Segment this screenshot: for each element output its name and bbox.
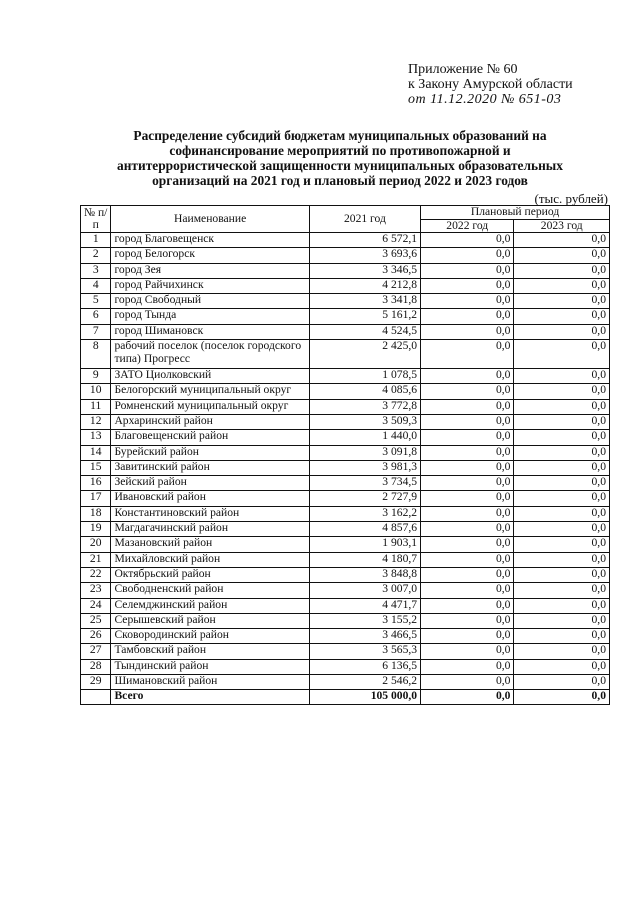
row-2021: 4 085,6	[309, 384, 420, 399]
row-2023: 0,0	[514, 263, 610, 278]
total-num-blank	[81, 690, 111, 705]
total-label: Всего	[111, 690, 309, 705]
row-2022: 0,0	[421, 476, 514, 491]
row-2022: 0,0	[421, 430, 514, 445]
row-2023: 0,0	[514, 278, 610, 293]
table-row	[81, 294, 610, 309]
row-2023: 0,0	[514, 324, 610, 339]
row-name: Зейский район	[111, 476, 309, 491]
row-2021: 6 572,1	[309, 233, 420, 248]
row-2023: 0,0	[514, 659, 610, 674]
row-number: 13	[81, 430, 111, 445]
row-2021: 6 136,5	[309, 659, 420, 674]
row-name: рабочий поселок (поселок городского типа) Прогресс	[111, 340, 309, 369]
table-row	[81, 430, 610, 445]
row-number: 28	[81, 659, 111, 674]
row-number: 1	[81, 233, 111, 248]
row-number: 27	[81, 644, 111, 659]
row-2023: 0,0	[514, 294, 610, 309]
row-name: город Белогорск	[111, 248, 309, 263]
row-name: Константиновский район	[111, 506, 309, 521]
row-2021: 3 693,6	[309, 248, 420, 263]
row-name: Серышевский район	[111, 613, 309, 628]
total-2023: 0,0	[514, 690, 610, 705]
row-2022: 0,0	[421, 506, 514, 521]
table-row	[81, 248, 610, 263]
row-2023: 0,0	[514, 233, 610, 248]
row-2021: 3 007,0	[309, 583, 420, 598]
row-2021: 1 903,1	[309, 537, 420, 552]
row-2023: 0,0	[514, 445, 610, 460]
header-num: № п/п	[81, 206, 111, 233]
row-2022: 0,0	[421, 278, 514, 293]
row-number: 6	[81, 309, 111, 324]
row-2023: 0,0	[514, 644, 610, 659]
title-line-4: организаций на 2021 год и плановый период 2022 и 2023 годов	[152, 173, 528, 188]
row-2022: 0,0	[421, 567, 514, 582]
row-number: 23	[81, 583, 111, 598]
title-line-3: антитеррористической защищенности муниципальных образовательных	[117, 158, 563, 173]
row-2023: 0,0	[514, 430, 610, 445]
row-name: Мазановский район	[111, 537, 309, 552]
appendix-block	[408, 62, 608, 107]
row-2023: 0,0	[514, 399, 610, 414]
row-2021: 2 546,2	[309, 675, 420, 690]
row-2022: 0,0	[421, 659, 514, 674]
document-title	[70, 128, 610, 188]
table-row	[81, 506, 610, 521]
row-2023: 0,0	[514, 567, 610, 582]
row-2021: 3 346,5	[309, 263, 420, 278]
table-row	[81, 414, 610, 429]
table-row	[81, 384, 610, 399]
row-2021: 3 509,3	[309, 414, 420, 429]
row-number: 2	[81, 248, 111, 263]
row-2023: 0,0	[514, 309, 610, 324]
row-name: город Шимановск	[111, 324, 309, 339]
row-name: Октябрьский район	[111, 567, 309, 582]
total-2021: 105 000,0	[309, 690, 420, 705]
row-number: 29	[81, 675, 111, 690]
table-row	[81, 613, 610, 628]
header-name: Наименование	[111, 206, 309, 233]
row-number: 18	[81, 506, 111, 521]
row-2023: 0,0	[514, 491, 610, 506]
row-2021: 4 212,8	[309, 278, 420, 293]
table-row	[81, 491, 610, 506]
total-row	[81, 690, 610, 705]
row-2022: 0,0	[421, 369, 514, 384]
title-line-2: софинансирование мероприятий по противопожарной и	[169, 143, 511, 158]
row-2022: 0,0	[421, 460, 514, 475]
row-number: 11	[81, 399, 111, 414]
row-2022: 0,0	[421, 491, 514, 506]
row-2021: 3 162,2	[309, 506, 420, 521]
row-name: Шимановский район	[111, 675, 309, 690]
row-number: 16	[81, 476, 111, 491]
row-number: 20	[81, 537, 111, 552]
row-2022: 0,0	[421, 598, 514, 613]
row-2022: 0,0	[421, 414, 514, 429]
table-row	[81, 675, 610, 690]
row-2023: 0,0	[514, 537, 610, 552]
row-2022: 0,0	[421, 675, 514, 690]
row-name: город Райчихинск	[111, 278, 309, 293]
row-2021: 3 155,2	[309, 613, 420, 628]
row-2021: 3 734,5	[309, 476, 420, 491]
row-2021: 5 161,2	[309, 309, 420, 324]
row-name: город Свободный	[111, 294, 309, 309]
row-2022: 0,0	[421, 233, 514, 248]
row-number: 5	[81, 294, 111, 309]
appendix-number: Приложение № 60	[408, 62, 518, 77]
table-row	[81, 537, 610, 552]
row-2021: 3 981,3	[309, 460, 420, 475]
row-2022: 0,0	[421, 552, 514, 567]
units-label: (тыс. рублей)	[534, 191, 608, 206]
row-2022: 0,0	[421, 445, 514, 460]
table-row	[81, 278, 610, 293]
table-row	[81, 567, 610, 582]
row-2021: 4 524,5	[309, 324, 420, 339]
row-name: Ивановский район	[111, 491, 309, 506]
row-2022: 0,0	[421, 324, 514, 339]
table-row	[81, 659, 610, 674]
row-number: 10	[81, 384, 111, 399]
header-2022: 2022 год	[421, 219, 514, 233]
row-name: Сковородинский район	[111, 629, 309, 644]
row-2021: 3 341,8	[309, 294, 420, 309]
row-name: Ромненский муниципальный округ	[111, 399, 309, 414]
row-2022: 0,0	[421, 522, 514, 537]
row-number: 22	[81, 567, 111, 582]
table-row	[81, 552, 610, 567]
table-body	[81, 233, 610, 705]
row-2021: 4 857,6	[309, 522, 420, 537]
subsidy-table	[80, 205, 610, 705]
row-number: 3	[81, 263, 111, 278]
row-number: 17	[81, 491, 111, 506]
row-2021: 1 440,0	[309, 430, 420, 445]
row-2022: 0,0	[421, 629, 514, 644]
row-name: город Зея	[111, 263, 309, 278]
row-2023: 0,0	[514, 552, 610, 567]
row-2023: 0,0	[514, 613, 610, 628]
total-2022: 0,0	[421, 690, 514, 705]
appendix-law: к Закону Амурской области	[408, 77, 573, 92]
row-2022: 0,0	[421, 263, 514, 278]
row-2023: 0,0	[514, 384, 610, 399]
row-2021: 1 078,5	[309, 369, 420, 384]
row-number: 24	[81, 598, 111, 613]
row-name: Михайловский район	[111, 552, 309, 567]
table-row	[81, 445, 610, 460]
table-row	[81, 263, 610, 278]
row-2023: 0,0	[514, 476, 610, 491]
header-planned-period: Плановый период	[421, 206, 610, 220]
row-2021: 4 180,7	[309, 552, 420, 567]
row-2022: 0,0	[421, 248, 514, 263]
row-2022: 0,0	[421, 644, 514, 659]
row-2023: 0,0	[514, 414, 610, 429]
header-2023: 2023 год	[514, 219, 610, 233]
row-2022: 0,0	[421, 399, 514, 414]
title-line-1: Распределение субсидий бюджетам муниципальных образований на	[133, 128, 547, 143]
row-name: Бурейский район	[111, 445, 309, 460]
row-2021: 2 727,9	[309, 491, 420, 506]
row-2022: 0,0	[421, 613, 514, 628]
table-row	[81, 583, 610, 598]
row-2021: 3 848,8	[309, 567, 420, 582]
row-number: 9	[81, 369, 111, 384]
table-row	[81, 476, 610, 491]
row-number: 15	[81, 460, 111, 475]
row-2021: 3 772,8	[309, 399, 420, 414]
table-row	[81, 644, 610, 659]
row-name: ЗАТО Циолковский	[111, 369, 309, 384]
row-2023: 0,0	[514, 369, 610, 384]
row-number: 19	[81, 522, 111, 537]
row-2023: 0,0	[514, 506, 610, 521]
row-2022: 0,0	[421, 583, 514, 598]
row-2021: 4 471,7	[309, 598, 420, 613]
table-row	[81, 598, 610, 613]
row-2021: 2 425,0	[309, 340, 420, 369]
table-row	[81, 629, 610, 644]
row-2023: 0,0	[514, 629, 610, 644]
row-name: Белогорский муниципальный округ	[111, 384, 309, 399]
row-2021: 3 091,8	[309, 445, 420, 460]
table-row	[81, 340, 610, 369]
row-name: Тындинский район	[111, 659, 309, 674]
row-name: Благовещенский район	[111, 430, 309, 445]
row-name: Тамбовский район	[111, 644, 309, 659]
row-name: Селемджинский район	[111, 598, 309, 613]
table-row	[81, 460, 610, 475]
table-row	[81, 324, 610, 339]
row-number: 26	[81, 629, 111, 644]
row-name: Архаринский район	[111, 414, 309, 429]
row-number: 7	[81, 324, 111, 339]
header-2021: 2021 год	[309, 206, 420, 233]
row-number: 4	[81, 278, 111, 293]
table-row	[81, 399, 610, 414]
table-row	[81, 522, 610, 537]
table-row	[81, 309, 610, 324]
row-2022: 0,0	[421, 309, 514, 324]
row-2023: 0,0	[514, 248, 610, 263]
row-number: 12	[81, 414, 111, 429]
row-name: Свободненский район	[111, 583, 309, 598]
row-2023: 0,0	[514, 460, 610, 475]
row-2023: 0,0	[514, 583, 610, 598]
row-number: 8	[81, 340, 111, 369]
row-name: город Благовещенск	[111, 233, 309, 248]
row-2023: 0,0	[514, 522, 610, 537]
table-row	[81, 233, 610, 248]
row-2022: 0,0	[421, 537, 514, 552]
row-name: Магдагачинский район	[111, 522, 309, 537]
row-name: город Тында	[111, 309, 309, 324]
table-row	[81, 369, 610, 384]
appendix-date-number: от 11.12.2020 № 651-03	[408, 92, 562, 107]
row-2023: 0,0	[514, 340, 610, 369]
row-number: 21	[81, 552, 111, 567]
row-2021: 3 466,5	[309, 629, 420, 644]
row-number: 14	[81, 445, 111, 460]
row-2023: 0,0	[514, 675, 610, 690]
row-2021: 3 565,3	[309, 644, 420, 659]
row-2022: 0,0	[421, 384, 514, 399]
row-2023: 0,0	[514, 598, 610, 613]
row-2022: 0,0	[421, 340, 514, 369]
row-2022: 0,0	[421, 294, 514, 309]
row-name: Завитинский район	[111, 460, 309, 475]
row-number: 25	[81, 613, 111, 628]
